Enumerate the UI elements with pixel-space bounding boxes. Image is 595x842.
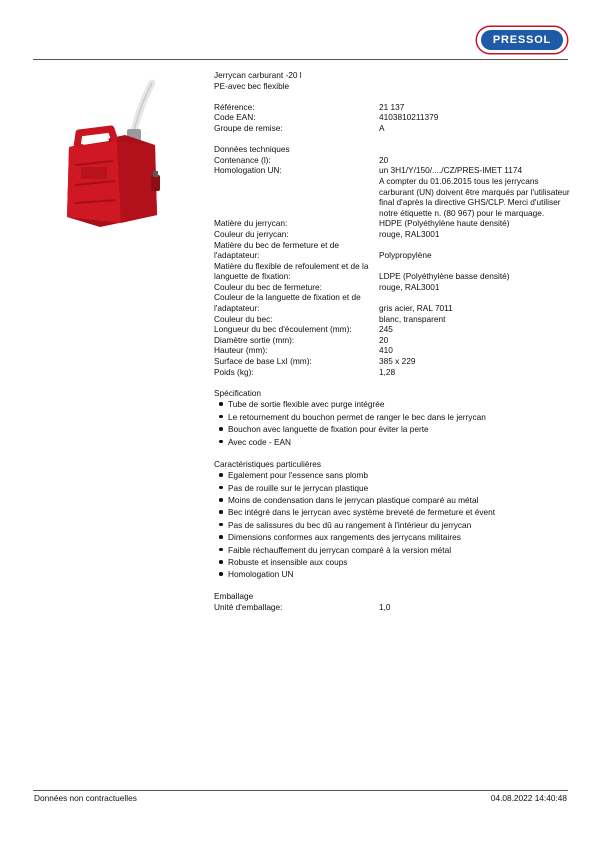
spec-row: [214, 229, 574, 240]
spec-label: Matière du jerrycan:: [214, 218, 288, 229]
features-list: [214, 469, 574, 581]
footer-timestamp: 04.08.2022 14:40:48: [490, 793, 567, 803]
list-item: Pas de rouille sur le jerrycan plastique: [214, 482, 574, 494]
spec-value-note: A compter du 01.06.2015 tous les jerrycans carburant (UN) doivent être marqués par l'utilisateur final d'après la directive GHS/CLP. Merci d'utiliser notre étiquette n. (80 967) pour le marquage.: [379, 175, 570, 218]
spec-value: rouge, RAL3001: [379, 281, 440, 292]
product-details: [214, 70, 574, 613]
list-item: Robuste et insensible aux coups: [214, 556, 574, 568]
spec-label: Diamètre sortie (mm):: [214, 334, 295, 345]
spec-row: [214, 282, 574, 293]
spec-row: [214, 165, 574, 176]
spec-label: Longueur du bec d'écoulement (mm):: [214, 324, 352, 335]
footer-disclaimer: Données non contractuelles: [34, 793, 137, 803]
discount-group-row: [214, 123, 574, 134]
spec-row: [214, 218, 574, 229]
reference-value: 21 137: [379, 101, 405, 112]
ean-row: [214, 112, 574, 123]
spec-row: [214, 240, 574, 261]
list-item: Bec intégré dans le jerrycan avec système breveté de fermeture et évent: [214, 506, 574, 518]
spec-value: 1,28: [379, 366, 396, 377]
spec-value: 20: [379, 154, 389, 165]
packaging-unit-label: Unité d'emballage:: [214, 602, 283, 613]
list-item: Moins de condensation dans le jerrycan plastique comparé au métal: [214, 494, 574, 506]
spec-value: Polypropylène: [379, 250, 432, 261]
spec-value: un 3H1/Y/150/..../CZ/PRES-IMET 1174: [379, 165, 523, 176]
spec-value: 410: [379, 345, 393, 356]
spec-row: [214, 345, 574, 356]
header-divider: [33, 59, 568, 60]
spec-label: Matière du flexible de refoulement et de la languette de fixation:: [214, 260, 369, 282]
spec-value: rouge, RAL3001: [379, 228, 440, 239]
packaging-unit-value: 1,0: [379, 602, 391, 613]
packaging-section-title: Emballage: [214, 591, 254, 602]
spec-value: gris acier, RAL 7011: [379, 303, 453, 314]
spec-row: [214, 335, 574, 346]
spec-row: [214, 324, 574, 335]
spec-row: [214, 314, 574, 325]
list-item: Avec code - EAN: [214, 436, 574, 448]
footer-divider: [33, 790, 568, 791]
spec-row: [214, 292, 574, 313]
spec-value: HDPE (Polyéthylène haute densité): [379, 218, 510, 229]
list-item: Faible réchauffement du jerrycan comparé à la version métal: [214, 544, 574, 556]
spec-row: [214, 367, 574, 378]
spec-label: Poids (kg):: [214, 366, 254, 377]
specification-section-title: Spécification: [214, 387, 262, 398]
spec-label: Matière du bec de fermeture et de l'adaptateur:: [214, 239, 339, 261]
logo-text: PRESSOL: [481, 30, 563, 50]
spec-label: Hauteur (mm):: [214, 345, 268, 356]
specification-list: [214, 398, 574, 448]
red-jerrycan-with-flexible-spout-icon: [55, 75, 175, 235]
list-item: Homologation UN: [214, 568, 574, 580]
features-section-title: Caractéristiques particulières: [214, 458, 321, 469]
spec-row: [214, 261, 574, 282]
product-subtitle: PE-avec bec flexible: [214, 80, 290, 91]
spec-label: Contenance (l):: [214, 154, 271, 165]
spec-label: Couleur du bec:: [214, 313, 273, 324]
list-item: Dimensions conformes aux rangements des jerrycans militaires: [214, 531, 574, 543]
spec-label: Homologation UN:: [214, 165, 282, 176]
spec-value: blanc, transparent: [379, 313, 446, 324]
spec-row: [214, 356, 574, 367]
spec-value: 245: [379, 324, 393, 335]
list-item: Bouchon avec languette de fixation pour éviter la perte: [214, 423, 574, 435]
list-item: Pas de salissures du bec dû au rangement à l'intérieur du jerrycan: [214, 519, 574, 531]
spec-value: LDPE (Polyéthylène basse densité): [379, 271, 510, 282]
ean-label: Code EAN:: [214, 112, 256, 123]
packaging-row: [214, 602, 574, 613]
list-item: Tube de sortie flexible avec purge intégrée: [214, 398, 574, 410]
spec-label: Couleur du bec de fermeture:: [214, 281, 322, 292]
ean-value: 4103810211379: [379, 112, 439, 123]
discount-group-value: A: [379, 122, 385, 133]
reference-row: [214, 102, 574, 113]
spec-row: [214, 176, 574, 218]
list-item: Egalement pour l'essence sans plomb: [214, 469, 574, 481]
spec-row: [214, 155, 574, 166]
list-item: Le retournement du bouchon permet de ranger le bec dans le jerrycan: [214, 411, 574, 423]
spec-label: Couleur du jerrycan:: [214, 228, 289, 239]
spec-value: 385 x 229: [379, 356, 416, 367]
spec-value: 20: [379, 334, 389, 345]
pressol-logo: [477, 27, 567, 53]
reference-label: Référence:: [214, 101, 255, 112]
spec-label: Couleur de la languette de fixation et de l'adaptateur:: [214, 292, 361, 314]
spec-label: Surface de base LxI (mm):: [214, 356, 312, 367]
discount-group-label: Groupe de remise:: [214, 122, 283, 133]
product-title: Jerrycan carburant -20 l: [214, 70, 302, 80]
tech-section-title: Données techniques: [214, 144, 290, 155]
